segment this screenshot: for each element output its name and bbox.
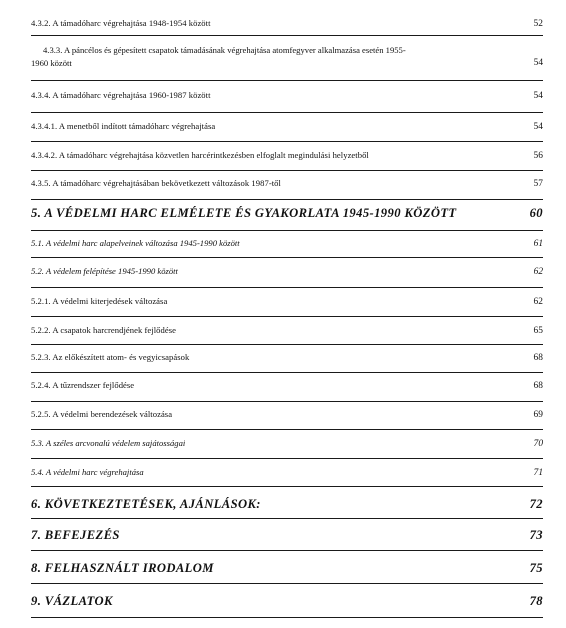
toc-entry-title: 4.3.4.1. A menetből indított támadóharc végrehajtása — [31, 121, 216, 131]
toc-entry — [31, 0, 543, 36]
toc-entry-page: 75 — [529, 561, 543, 575]
toc-entry-title: 5. A VÉDELMI HARC ELMÉLETE ÉS GYAKORLATA 1945-1990 KÖZÖTT — [31, 206, 457, 220]
toc-entry-title: 5.3. A széles arcvonalú védelem sajátosságai — [31, 438, 186, 448]
toc-entry — [31, 171, 543, 200]
toc-entry-page: 73 — [529, 528, 543, 542]
toc-entry-title: 8. FELHASZNÁLT IRODALOM — [31, 561, 214, 575]
toc-entry-page: 54 — [533, 122, 543, 132]
toc-entry-page: 54 — [533, 58, 543, 68]
toc-entry-title: 5.2. A védelem felépítése 1945-1990 között — [31, 266, 178, 276]
toc-entry-page: 71 — [533, 468, 543, 478]
toc-entry-title: 4.3.4.2. A támadóharc végrehajtása közvetlen harcérintkezésben elfoglalt megindulási helyzetből — [31, 150, 369, 160]
toc-entry — [31, 345, 543, 373]
toc-entry-page: 69 — [533, 410, 543, 420]
toc-chapter-entry — [31, 487, 543, 519]
toc-entry — [31, 258, 543, 288]
toc-entry — [31, 81, 543, 113]
toc-entry — [31, 459, 543, 487]
toc-entry-page: 68 — [533, 381, 543, 391]
toc-chapter-entry — [31, 551, 543, 584]
toc-entry-title: 5.2.4. A tűzrendszer fejlődése — [31, 380, 135, 390]
table-of-contents — [31, 0, 543, 628]
toc-entry-page: 72 — [529, 497, 543, 511]
toc-entry-page: 52 — [533, 19, 543, 29]
toc-entry-page: 57 — [533, 179, 543, 189]
toc-entry-title: 4.3.5. A támadóharc végrehajtásában bekövetkezett változások 1987-től — [31, 178, 281, 188]
toc-entry-page: 62 — [533, 297, 543, 307]
toc-chapter-entry — [31, 519, 543, 551]
toc-entry-title-continued: 1960 között — [31, 58, 72, 68]
toc-entry-title: 4.3.2. A támadóharc végrehajtása 1948-1954 között — [31, 18, 211, 28]
toc-entry — [31, 288, 543, 317]
toc-entry — [31, 113, 543, 142]
toc-entry-title: 5.2.2. A csapatok harcrendjének fejlődése — [31, 325, 176, 335]
toc-entry — [31, 142, 543, 171]
toc-chapter-entry — [31, 200, 543, 231]
toc-entry-title: 5.2.1. A védelmi kiterjedések változása — [31, 296, 168, 306]
toc-entry-page: 56 — [533, 151, 543, 161]
toc-entry — [31, 402, 543, 430]
toc-entry-title: 7. BEFEJEZÉS — [31, 528, 120, 542]
toc-entry — [31, 430, 543, 459]
toc-entry-title: 5.1. A védelmi harc alapelveinek változása 1945-1990 között — [31, 238, 240, 248]
toc-entry-page: 54 — [533, 91, 543, 101]
toc-entry-title: 5.4. A védelmi harc végrehajtása — [31, 467, 144, 477]
toc-entry — [31, 373, 543, 402]
toc-entry-title: 5.2.5. A védelmi berendezések változása — [31, 409, 173, 419]
toc-entry-page: 60 — [529, 206, 543, 220]
toc-entry-page: 61 — [533, 239, 543, 249]
toc-entry-page: 62 — [533, 267, 543, 277]
toc-entry — [31, 36, 543, 81]
toc-entry-title: 9. VÁZLATOK — [31, 594, 113, 608]
toc-entry-page: 68 — [533, 353, 543, 363]
toc-entry — [31, 317, 543, 345]
toc-entry — [31, 231, 543, 258]
toc-entry-title: 5.2.3. Az előkészített atom- és vegyicsapások — [31, 352, 190, 362]
toc-entry-title: 4.3.3. A páncélos és gépesített csapatok támadásának végrehajtása atomfegyver alkalmazása esetén 1955- — [43, 45, 406, 55]
toc-entry-page: 65 — [533, 326, 543, 336]
toc-chapter-entry — [31, 584, 543, 618]
toc-entry-title: 4.3.4. A támadóharc végrehajtása 1960-1987 között — [31, 90, 211, 100]
toc-entry-title: 6. KÖVETKEZTETÉSEK, AJÁNLÁSOK: — [31, 497, 261, 511]
toc-entry-page: 78 — [529, 594, 543, 608]
toc-entry-page: 70 — [533, 439, 543, 449]
